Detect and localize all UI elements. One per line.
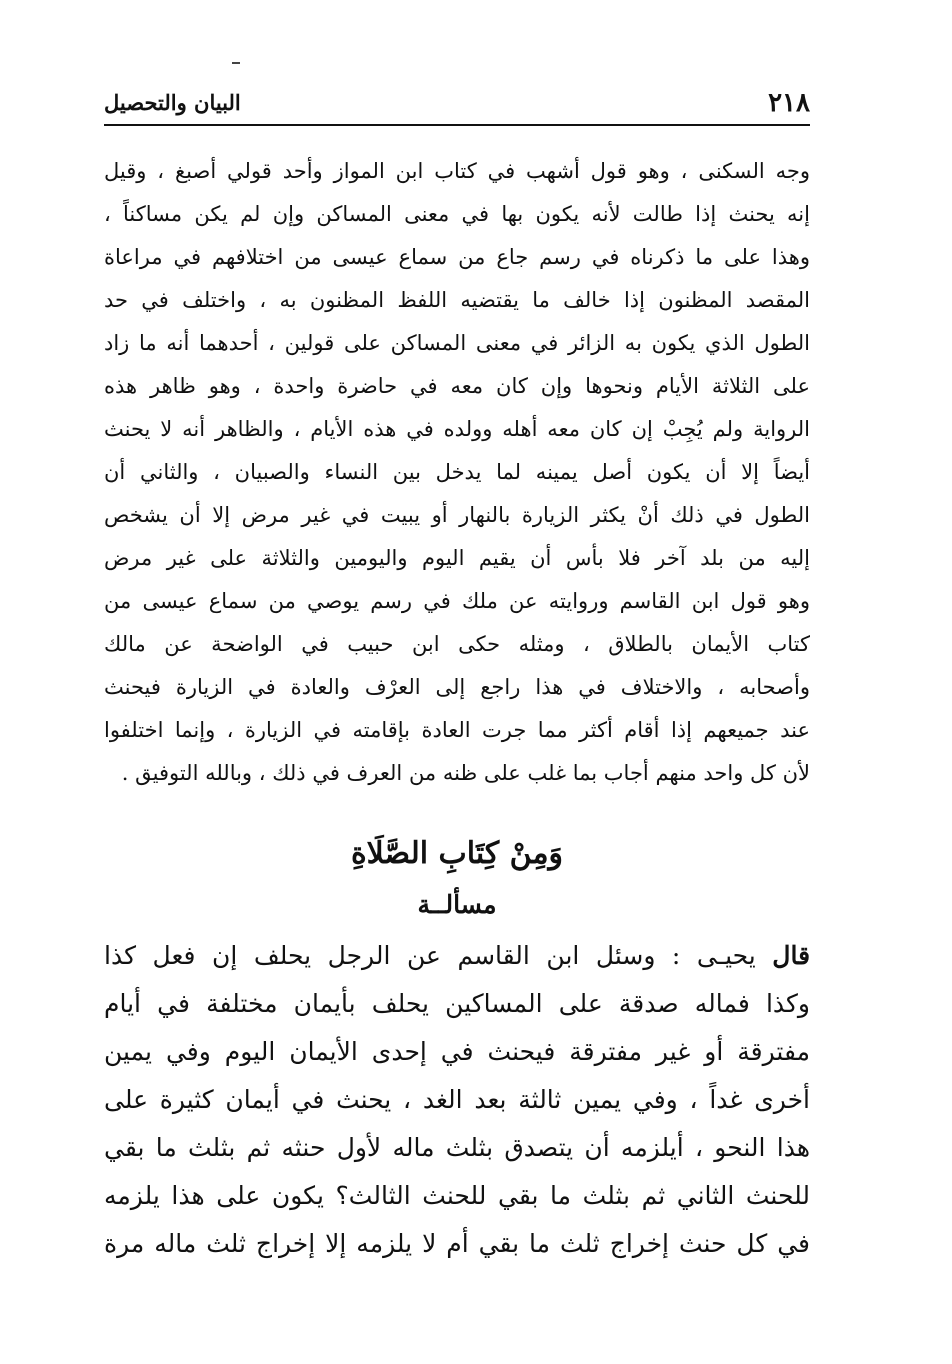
section-heading: مسألــة <box>417 890 497 919</box>
text-line: إنه يحنث إذا طالت لأنه يكون بها في معنى المساكن وإن لم يكن مساكناً ، <box>104 202 810 226</box>
text-line: وهو قول ابن القاسم وروايته عن ملك في رسم يوصي من سماع عيسى من <box>104 589 810 613</box>
running-title: البيان والتحصيل <box>104 90 241 115</box>
question-line: مفترقة أو غير مفترقة فيحنث في إحدى الأيمان اليوم وفي يمين <box>104 1037 810 1066</box>
text-line: الطول في ذلك أنْ يكثر الزيارة بالنهار أو يبيت في غير مرض إلا أن يشخص <box>104 503 810 527</box>
speaker-label: قال <box>772 941 810 970</box>
question-line: وكذا فماله صدقة على المساكين يحلف بأيمان مختلفة في أيام <box>104 989 810 1018</box>
page-number: ٢١٨ <box>768 88 810 118</box>
text-line: لأن كل واحد منهم أجاب بما غلب على ظنه من العرف في ذلك ، وبالله التوفيق . <box>121 761 810 785</box>
text-line: كتاب الأيمان بالطلاق ، ومثله حكى ابن حبيب في الواضحة عن مالك <box>104 632 810 656</box>
question-paragraph <box>104 932 810 1268</box>
text-line: المقصد المظنون إذا خالف ما يقتضيه اللفظ المظنون به ، واختلف في حد <box>104 288 810 312</box>
text-line: الرواية ولم يُجِبْ إن كان معه أهله وولده في هذه الأيام ، والظاهر أنه لا يحنث <box>104 417 810 441</box>
question-line: هذا النحو ، أيلزمه أن يتصدق بثلث ماله لأول حنثه ثم بثلث ما بقي <box>104 1133 810 1162</box>
chapter-heading: وَمِنْ كِتَابِ الصَّلَاةِ <box>350 836 564 871</box>
question-line: للحنث الثاني ثم بثلث ما بقي للحنث الثالث؟ يكون على هذا يلزمه <box>104 1181 810 1210</box>
text-line: وهذا على ما ذكرناه في رسم جاع من سماع عيسى من اختلافهم في مراعاة <box>104 245 810 269</box>
text-line: أيضاً إلا أن يكون أصل يمينه لما يدخل بين النساء والصبيان ، والثاني أن <box>104 460 810 484</box>
question-line-rest: يحيـى : وسئل ابن القاسم عن الرجل يحلف إن فعل كذا <box>104 941 756 970</box>
question-line: في كل حنث إخراج ثلث ما بقي أم لا يلزمه إلا إخراج ثلث ماله مرة <box>104 1229 810 1258</box>
text-line: على الثلاثة الأيام ونحوها وإن كان معه في حاضرة واحدة ، وهو ظاهر هذه <box>104 374 810 398</box>
main-paragraph <box>104 150 810 795</box>
text-line: إليه من بلد آخر فلا بأس أن يقيم اليوم واليومين والثلاثة على غير مرض <box>104 546 810 570</box>
text-line: عند جميعهم إذا أقام أكثر مما جرت العادة بإقامته في الزيارة ، وإنما اختلفوا <box>104 718 810 742</box>
text-line: وجه السكنى ، وهو قول أشهب في كتاب ابن المواز وأحد قولي أصبغ ، وقيل <box>104 159 810 183</box>
question-line: أخرى غداً ، وفي يمين ثالثة بعد الغد ، يحنث في أيمان كثيرة على <box>104 1085 810 1114</box>
print-mark <box>232 62 240 64</box>
text-line: الطول الذي يكون به الزائر في معنى المساكن على قولين ، أحدهما أنه ما زاد <box>104 331 810 355</box>
question-first-line <box>104 932 810 980</box>
text-line: وأصحابه ، والاختلاف في هذا راجع إلى العرْف والعادة في الزيارة فيحنث <box>104 675 810 699</box>
page-header <box>104 86 810 126</box>
